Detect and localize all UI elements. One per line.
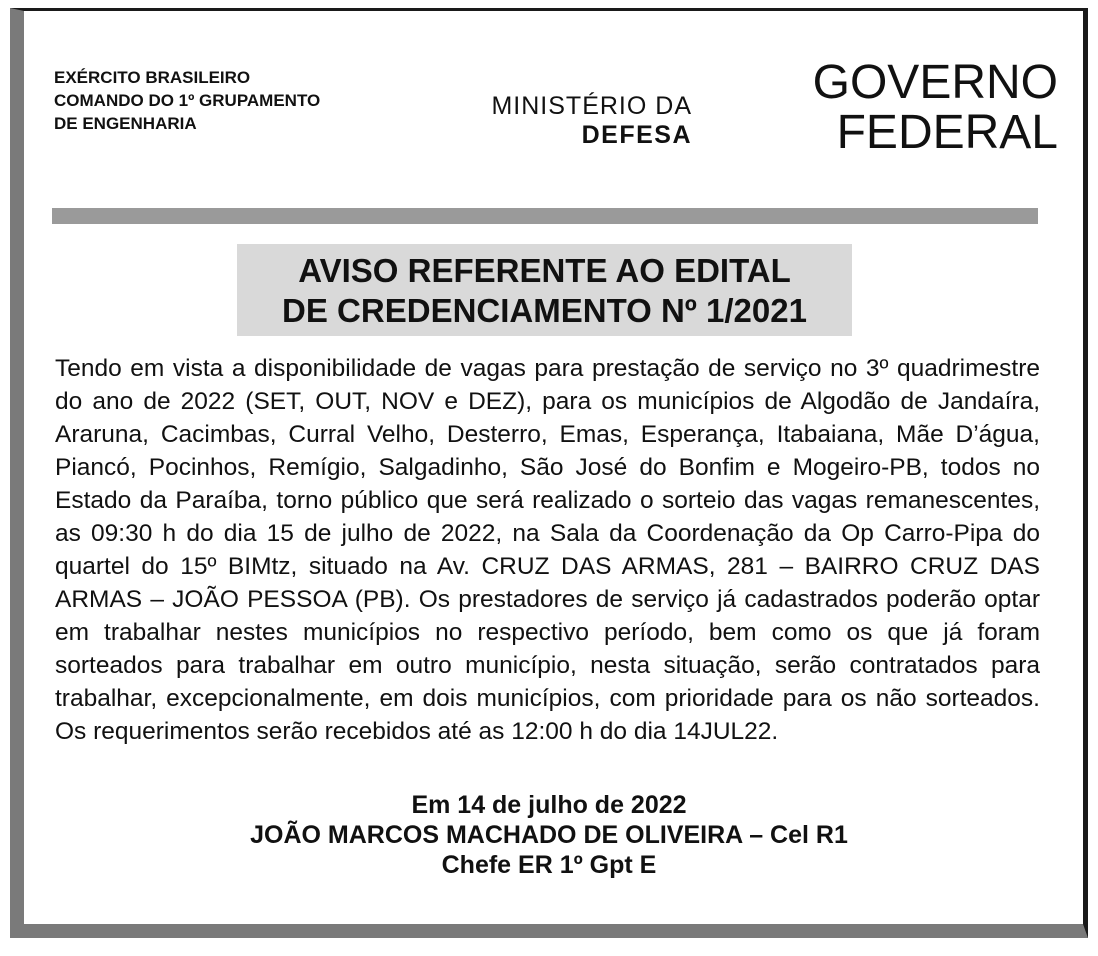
notice-title [237, 244, 852, 336]
signature-name: JOÃO MARCOS MACHADO DE OLIVEIRA – Cel R1 [250, 821, 848, 849]
signature-role: Chefe ER 1º Gpt E [441, 851, 657, 879]
organization-name: EXÉRCITO BRASILEIRO COMANDO DO 1º GRUPAMENTO DE ENGENHARIA [54, 68, 321, 133]
government-logo-text [813, 58, 1058, 158]
title-line-2: DE CREDENCIAMENTO Nº 1/2021 [282, 292, 807, 329]
government-line-2: FEDERAL [836, 106, 1058, 159]
notice-body: Tendo em vista a disponibilidade de vagas para prestação de serviço no 3º quadrimestre do ano de 2022 (SET, OUT, NOV e DEZ), para os municípios de Algodão de Jandaíra, Araruna, Cacimbas, Curral Velho, Desterro, Emas, Esperança, Itabaiana, Mãe D’água, Piancó, Pocinhos, Remígio, Salgadinho, São José do Bonfim e Mogeiro-PB, todos no Estado da Paraíba, torno público que será realizado o sorteio das vagas remanescentes, as 09:30 h do dia 15 de julho de 2022, na Sala da Coordenação da Op Carro-Pipa do quartel do 15º BIMtz, situado na Av. CRUZ DAS ARMAS, 281 – BAIRRO CRUZ DAS ARMAS – JOÃO PESSOA (PB). Os prestadores de serviço já cadastrados poderão optar em trabalhar nestes municípios no respectivo período, bem como os que já foram sorteados para trabalhar em outro município, nesta situação, serão contratados para trabalhar, excepcionalmente, em dois municípios, com prioridade para os não sorteados. Os requerimentos serão recebidos até as 12:00 h do dia 14JUL22. [55, 355, 1040, 745]
ministry-line-2: DEFESA [581, 121, 692, 149]
government-line-1: GOVERNO [812, 56, 1058, 109]
ministry-line-1: MINISTÉRIO DA [491, 92, 692, 120]
ministry-logo-text [462, 92, 692, 150]
signature-block [0, 790, 1098, 880]
title-line-1: AVISO REFERENTE AO EDITAL [298, 252, 791, 289]
header-divider [52, 208, 1038, 224]
signature-date: Em 14 de julho de 2022 [411, 791, 687, 819]
